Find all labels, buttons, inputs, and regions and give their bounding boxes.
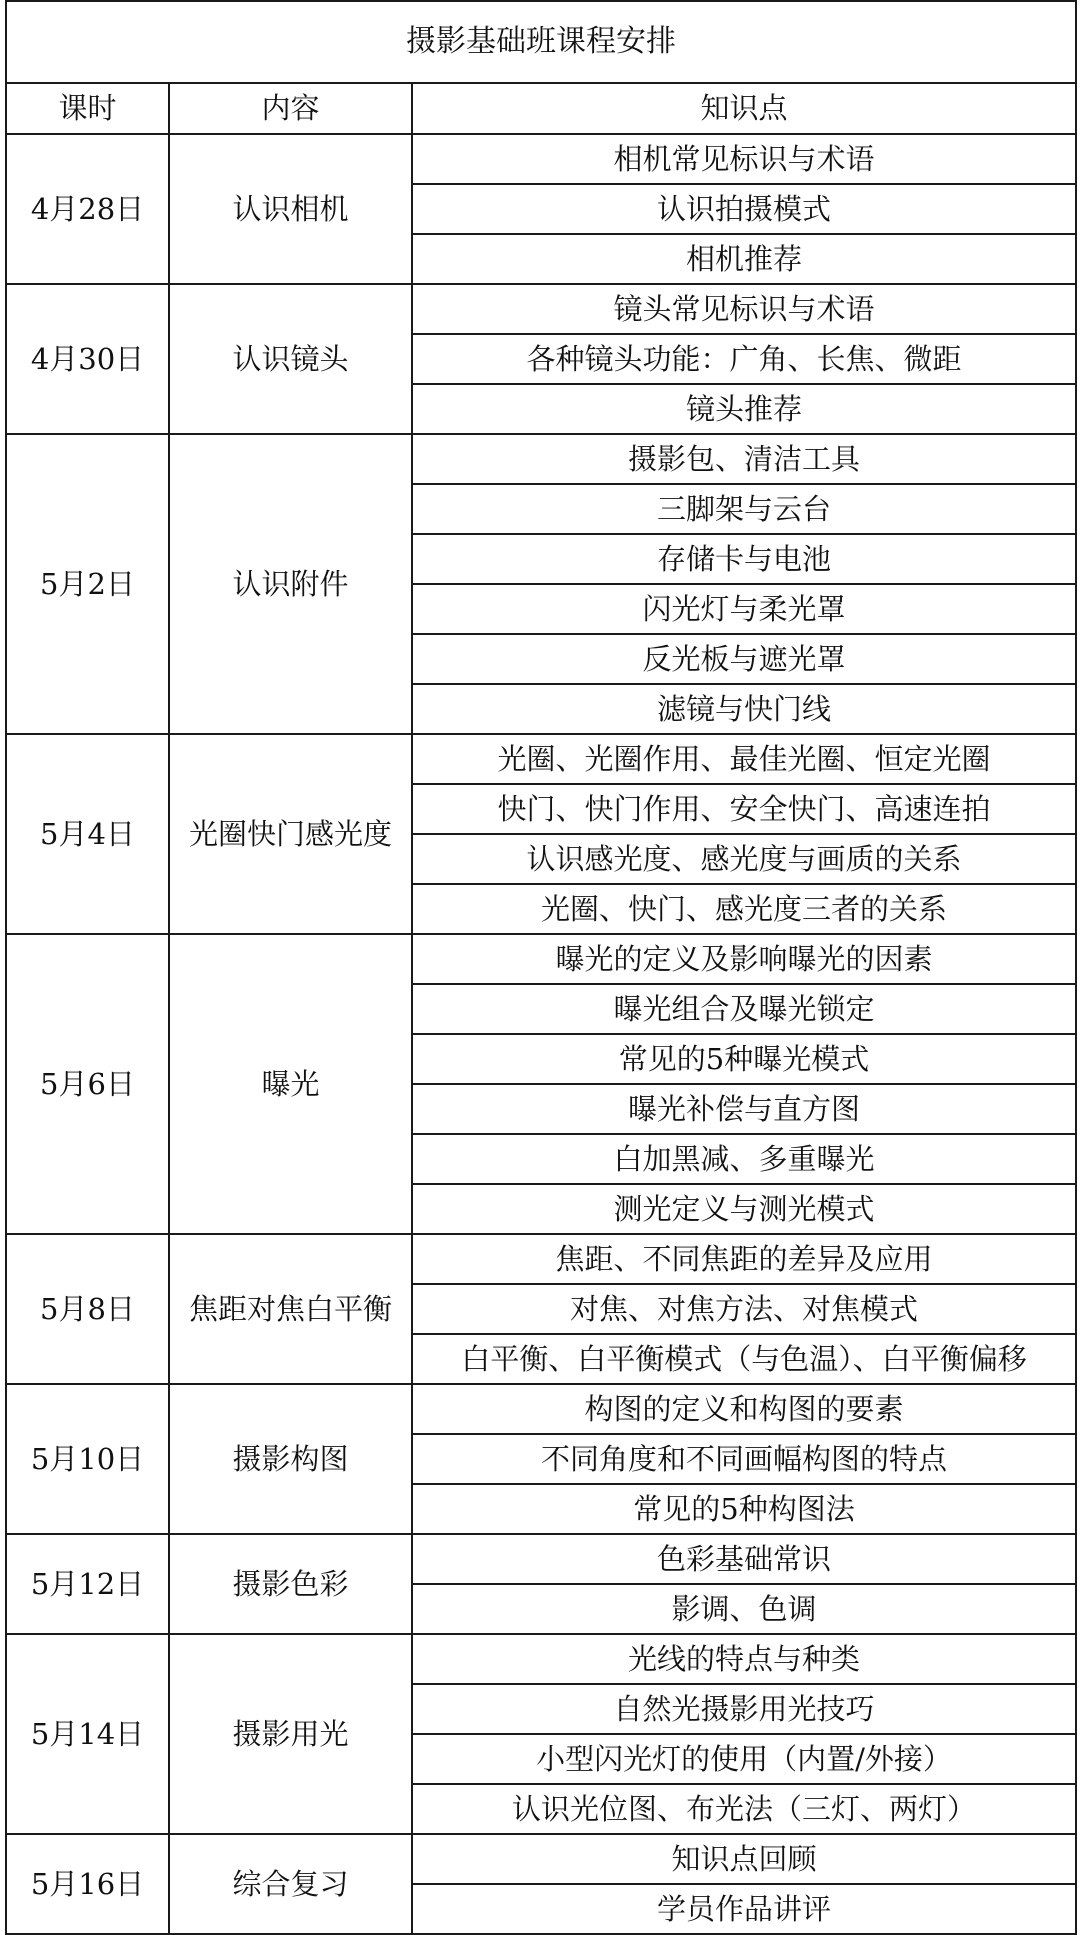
table-row: [6, 284, 1076, 334]
table-row: [6, 1634, 1076, 1684]
table-row: [6, 1234, 1076, 1284]
session-content-cell: 摄影用光: [169, 1634, 412, 1834]
knowledge-point-cell: 知识点回顾: [412, 1834, 1076, 1884]
knowledge-point-cell: 学员作品讲评: [412, 1884, 1076, 1934]
schedule-sheet: [5, 0, 1075, 1935]
table-row: [6, 934, 1076, 984]
session-content-cell: 认识镜头: [169, 284, 412, 434]
session-content-cell: 综合复习: [169, 1834, 412, 1934]
table-row: [6, 1834, 1076, 1884]
knowledge-point-cell: 光线的特点与种类: [412, 1634, 1076, 1684]
knowledge-point-cell: 焦距、不同焦距的差异及应用: [412, 1234, 1076, 1284]
session-content-cell: 摄影构图: [169, 1384, 412, 1534]
knowledge-point-cell: 自然光摄影用光技巧: [412, 1684, 1076, 1734]
knowledge-point-cell: 三脚架与云台: [412, 484, 1076, 534]
table-row: [6, 134, 1076, 184]
session-date-cell: 5月12日: [6, 1534, 169, 1634]
table-row: [6, 1384, 1076, 1434]
knowledge-point-cell: 白平衡、白平衡模式（与色温）、白平衡偏移: [412, 1334, 1076, 1384]
knowledge-point-cell: 相机推荐: [412, 234, 1076, 284]
knowledge-point-cell: 相机常见标识与术语: [412, 134, 1076, 184]
knowledge-point-cell: 摄影包、清洁工具: [412, 434, 1076, 484]
knowledge-point-cell: 小型闪光灯的使用（内置/外接）: [412, 1734, 1076, 1784]
knowledge-point-cell: 认识拍摄模式: [412, 184, 1076, 234]
session-date-cell: 5月14日: [6, 1634, 169, 1834]
session-content-cell: 摄影色彩: [169, 1534, 412, 1634]
knowledge-point-cell: 存储卡与电池: [412, 534, 1076, 584]
knowledge-point-cell: 快门、快门作用、安全快门、高速连拍: [412, 784, 1076, 834]
course-schedule-table: [5, 0, 1077, 1935]
knowledge-point-cell: 白加黑减、多重曝光: [412, 1134, 1076, 1184]
knowledge-point-cell: 不同角度和不同画幅构图的特点: [412, 1434, 1076, 1484]
knowledge-point-cell: 曝光的定义及影响曝光的因素: [412, 934, 1076, 984]
knowledge-point-cell: 反光板与遮光罩: [412, 634, 1076, 684]
table-row: [6, 734, 1076, 784]
session-date-cell: 4月30日: [6, 284, 169, 434]
header-points: 知识点: [412, 83, 1076, 134]
knowledge-point-cell: 光圈、光圈作用、最佳光圈、恒定光圈: [412, 734, 1076, 784]
knowledge-point-cell: 认识感光度、感光度与画质的关系: [412, 834, 1076, 884]
session-content-cell: 认识相机: [169, 134, 412, 284]
knowledge-point-cell: 对焦、对焦方法、对焦模式: [412, 1284, 1076, 1334]
knowledge-point-cell: 曝光组合及曝光锁定: [412, 984, 1076, 1034]
schedule-body: [6, 1, 1076, 1934]
session-date-cell: 5月2日: [6, 434, 169, 734]
knowledge-point-cell: 认识光位图、布光法（三灯、两灯）: [412, 1784, 1076, 1834]
knowledge-point-cell: 常见的5种曝光模式: [412, 1034, 1076, 1084]
knowledge-point-cell: 镜头推荐: [412, 384, 1076, 434]
session-content-cell: 焦距对焦白平衡: [169, 1234, 412, 1384]
title-row: [6, 1, 1076, 83]
knowledge-point-cell: 色彩基础常识: [412, 1534, 1076, 1584]
knowledge-point-cell: 常见的5种构图法: [412, 1484, 1076, 1534]
table-row: [6, 1534, 1076, 1584]
knowledge-point-cell: 影调、色调: [412, 1584, 1076, 1634]
session-date-cell: 5月6日: [6, 934, 169, 1234]
session-date-cell: 5月4日: [6, 734, 169, 934]
table-row: [6, 434, 1076, 484]
knowledge-point-cell: 各种镜头功能：广角、长焦、微距: [412, 334, 1076, 384]
knowledge-point-cell: 滤镜与快门线: [412, 684, 1076, 734]
session-date-cell: 5月16日: [6, 1834, 169, 1934]
knowledge-point-cell: 光圈、快门、感光度三者的关系: [412, 884, 1076, 934]
knowledge-point-cell: 闪光灯与柔光罩: [412, 584, 1076, 634]
session-content-cell: 光圈快门感光度: [169, 734, 412, 934]
knowledge-point-cell: 测光定义与测光模式: [412, 1184, 1076, 1234]
knowledge-point-cell: 曝光补偿与直方图: [412, 1084, 1076, 1134]
session-date-cell: 5月8日: [6, 1234, 169, 1384]
session-content-cell: 曝光: [169, 934, 412, 1234]
table-title: 摄影基础班课程安排: [6, 1, 1076, 83]
session-date-cell: 4月28日: [6, 134, 169, 284]
session-content-cell: 认识附件: [169, 434, 412, 734]
session-date-cell: 5月10日: [6, 1384, 169, 1534]
knowledge-point-cell: 镜头常见标识与术语: [412, 284, 1076, 334]
header-row: [6, 83, 1076, 134]
header-content: 内容: [169, 83, 412, 134]
header-session: 课时: [6, 83, 169, 134]
knowledge-point-cell: 构图的定义和构图的要素: [412, 1384, 1076, 1434]
